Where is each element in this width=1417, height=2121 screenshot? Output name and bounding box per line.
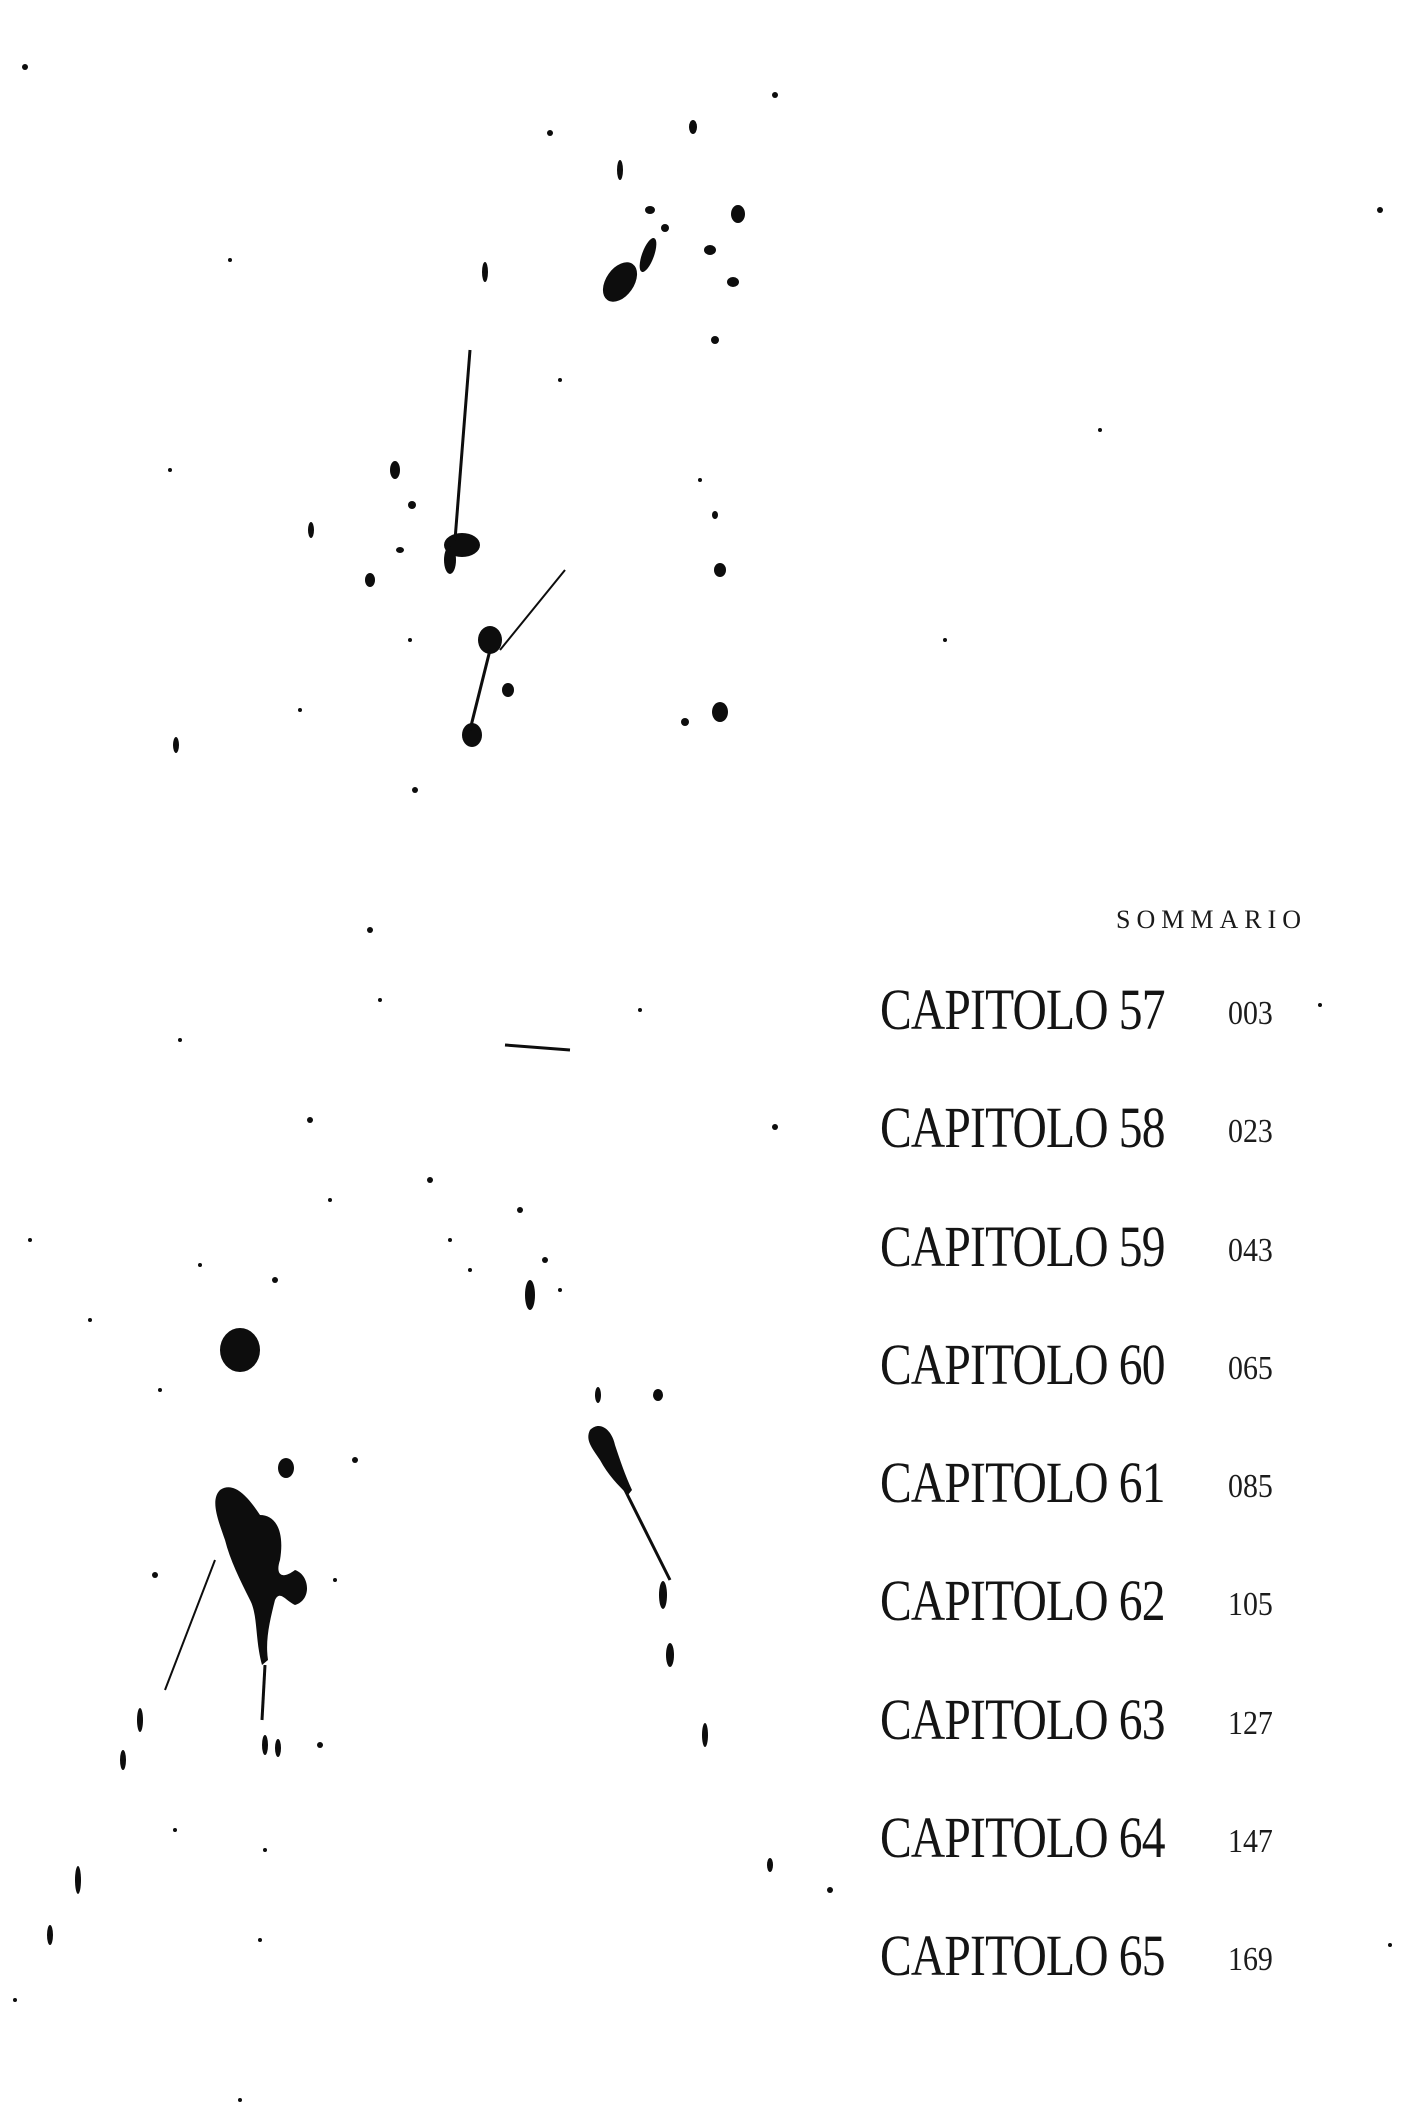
toc-chapter-title: CAPITOLO 62 <box>880 1568 1165 1633</box>
ink-blot <box>47 1925 53 1945</box>
toc-entry[interactable] <box>880 1566 1300 1636</box>
ink-dot <box>198 1263 202 1267</box>
toc-page-number: 085 <box>1228 1468 1273 1505</box>
ink-blot <box>595 1387 601 1403</box>
ink-blot <box>772 1124 778 1130</box>
toc-entry[interactable] <box>880 1448 1300 1518</box>
toc-entry[interactable] <box>880 1803 1300 1873</box>
ink-dot <box>448 1238 452 1242</box>
ink-blot <box>478 626 502 654</box>
ink-dot <box>238 2098 242 2102</box>
ink-blot <box>666 1643 674 1667</box>
ink-dot <box>367 927 373 933</box>
toc-page-number: 003 <box>1228 995 1273 1032</box>
ink-dot <box>317 1742 323 1748</box>
ink-blot <box>712 511 718 519</box>
ink-blot <box>215 1487 307 1665</box>
ink-blot <box>262 1735 268 1755</box>
ink-dot <box>88 1318 92 1322</box>
ink-dot <box>772 92 778 98</box>
ink-dot <box>638 1008 642 1012</box>
ink-dot <box>547 130 553 136</box>
ink-dot <box>168 468 172 472</box>
ink-dot <box>943 638 947 642</box>
toc-entry[interactable] <box>880 1330 1300 1400</box>
ink-dot <box>558 1288 562 1292</box>
toc-entry[interactable] <box>880 1093 1300 1163</box>
toc-entry[interactable] <box>880 1685 1300 1755</box>
ink-blot <box>502 683 514 697</box>
ink-dot <box>412 787 418 793</box>
ink-dot <box>328 1198 332 1202</box>
toc-page-number: 023 <box>1228 1113 1273 1150</box>
toc-entry[interactable] <box>880 975 1300 1045</box>
ink-blot <box>408 501 416 509</box>
ink-blot <box>645 206 655 214</box>
ink-blot <box>120 1750 126 1770</box>
ink-blot <box>653 1389 663 1401</box>
ink-dot <box>228 258 232 262</box>
ink-blot <box>661 224 669 232</box>
ink-blot <box>390 461 400 479</box>
ink-blot <box>365 573 375 587</box>
ink-blot <box>525 1280 535 1310</box>
toc-page-number: 105 <box>1228 1586 1273 1623</box>
ink-blot <box>727 277 739 287</box>
toc-page-number: 043 <box>1228 1232 1273 1269</box>
ink-blot <box>275 1739 281 1757</box>
ink-dot <box>307 1117 313 1123</box>
ink-dot <box>827 1887 833 1893</box>
toc-entry[interactable] <box>880 1921 1300 1991</box>
ink-blot <box>702 1723 708 1747</box>
ink-dot <box>152 1572 158 1578</box>
ink-blot <box>278 1458 294 1478</box>
ink-dot <box>698 478 702 482</box>
toc-chapter-title: CAPITOLO 63 <box>880 1687 1165 1752</box>
ink-dot <box>1388 1943 1392 1947</box>
ink-blot <box>689 120 697 134</box>
ink-blot <box>308 522 314 538</box>
ink-blot <box>137 1708 143 1732</box>
ink-blot <box>173 737 179 753</box>
ink-blot <box>444 546 456 574</box>
ink-dot <box>28 1238 32 1242</box>
toc-chapter-title: CAPITOLO 61 <box>880 1450 1165 1515</box>
ink-blot <box>712 702 728 722</box>
ink-blot <box>617 160 623 180</box>
ink-dot <box>378 998 382 1002</box>
ink-dot <box>517 1207 523 1213</box>
ink-dot <box>13 1998 17 2002</box>
toc-chapter-title: CAPITOLO 65 <box>880 1923 1165 1988</box>
ink-dot <box>22 64 28 70</box>
ink-dot <box>542 1257 548 1263</box>
ink-dot <box>558 378 562 382</box>
toc-chapter-title: CAPITOLO 59 <box>880 1214 1165 1279</box>
toc-page-number: 065 <box>1228 1350 1273 1387</box>
ink-dot <box>158 1388 162 1392</box>
ink-blot <box>596 256 644 308</box>
ink-dot <box>333 1578 337 1582</box>
ink-blot <box>482 262 488 282</box>
toc-page-number: 127 <box>1228 1705 1273 1742</box>
ink-blot <box>396 547 404 553</box>
ink-dot <box>173 1828 177 1832</box>
ink-blot <box>711 336 719 344</box>
toc-chapter-title: CAPITOLO 60 <box>880 1332 1165 1397</box>
ink-blot <box>704 245 716 255</box>
toc-chapter-title: CAPITOLO 57 <box>880 977 1165 1042</box>
ink-dot <box>178 1038 182 1042</box>
ink-blot <box>75 1866 81 1894</box>
ink-dot <box>298 708 302 712</box>
ink-dot <box>263 1848 267 1852</box>
ink-dot <box>258 1938 262 1942</box>
ink-blot <box>714 563 726 577</box>
ink-blot <box>767 1858 773 1872</box>
toc-heading: SOMMARIO <box>1116 905 1308 934</box>
ink-blot <box>681 718 689 726</box>
ink-blot <box>731 205 745 223</box>
ink-blot <box>588 1426 632 1495</box>
ink-dot <box>352 1457 358 1463</box>
ink-dot <box>1377 207 1383 213</box>
ink-blot <box>659 1581 667 1609</box>
toc-page-number: 169 <box>1228 1941 1273 1978</box>
ink-dot <box>408 638 412 642</box>
ink-dot <box>468 1268 472 1272</box>
ink-blot <box>636 236 660 274</box>
toc-chapter-title: CAPITOLO 64 <box>880 1805 1165 1870</box>
ink-dot <box>1318 1003 1322 1007</box>
toc-entry[interactable] <box>880 1212 1300 1282</box>
ink-dot <box>1098 428 1102 432</box>
ink-dot <box>427 1177 433 1183</box>
ink-dot <box>272 1277 278 1283</box>
toc-page-number: 147 <box>1228 1823 1273 1860</box>
ink-blot <box>220 1328 260 1372</box>
toc-chapter-title: CAPITOLO 58 <box>880 1095 1165 1160</box>
